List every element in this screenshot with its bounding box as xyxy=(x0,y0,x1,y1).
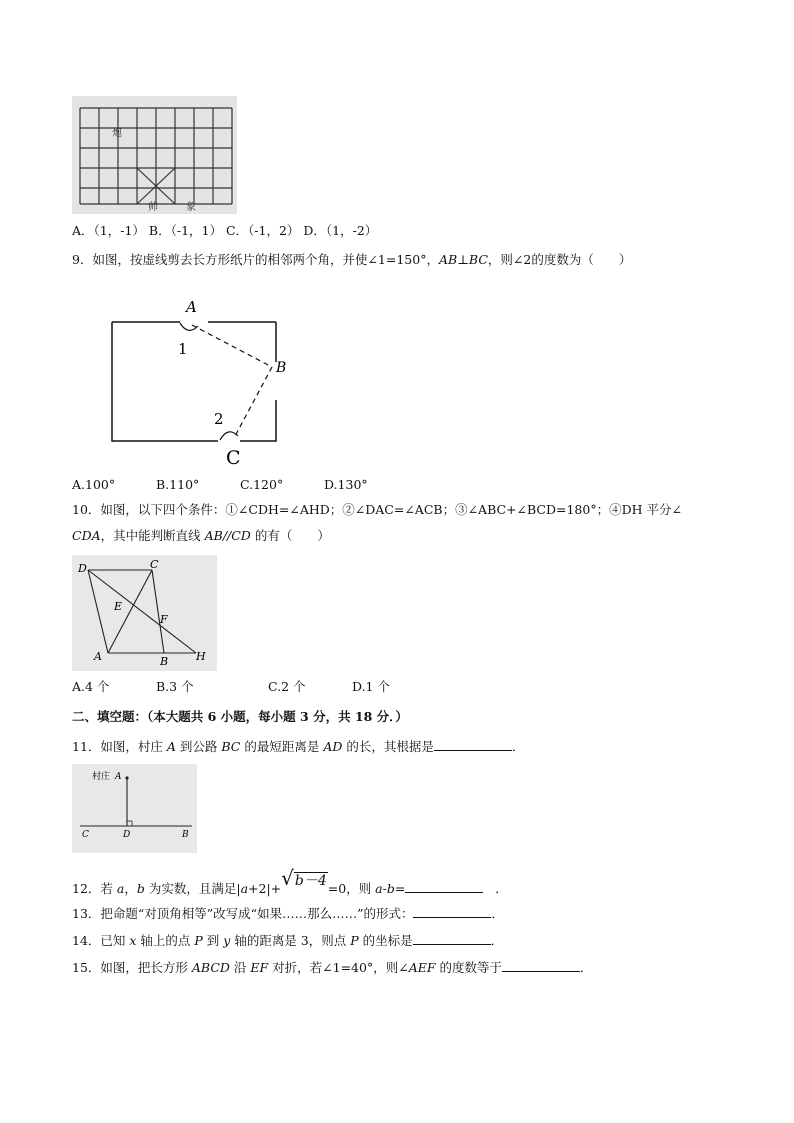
q11-point-a xyxy=(125,776,128,779)
grid-label-pao: 炮 xyxy=(112,128,122,139)
q11-figure-svg xyxy=(72,764,197,853)
q14-answer-blank[interactable] xyxy=(413,932,491,945)
q10-label-b: B xyxy=(160,655,169,668)
q11-label-c: C xyxy=(82,830,89,840)
q9-stem: 9．如图，按虚线剪去长方形纸片的相邻两个角，并使∠1=150°，AB⊥BC，则∠2的度数为（ ） xyxy=(72,252,632,267)
q9-option-a: A.100° xyxy=(72,477,116,492)
q10-label-h: H xyxy=(196,650,206,663)
q9-label-a: A xyxy=(186,298,197,316)
q11-stem: 11．如图，村庄 A 到公路 BC 的最短距离是 AD 的长，其根据是 ． xyxy=(72,739,525,754)
section2-title: 二、填空题： xyxy=(72,709,148,724)
q11-label-d: D xyxy=(123,830,131,840)
q10-option-a: A.4 个 xyxy=(72,679,110,694)
q13-answer-blank[interactable] xyxy=(413,905,491,918)
q9-rect-bottom-right xyxy=(240,400,276,441)
q10-label-c: C xyxy=(150,558,159,571)
q9-dashed-ab xyxy=(192,325,272,367)
grid-label-xiang: 象 xyxy=(186,202,196,213)
q10-label-e: E xyxy=(114,600,123,613)
q9-label-c: C xyxy=(226,447,241,467)
q11-label-a: A xyxy=(115,772,122,782)
q10-figure-svg xyxy=(72,555,217,671)
q14-stem: 14．已知 x 轴上的点 P 到 y 轴的距离是 3，则点 P 的坐标是 ． xyxy=(72,933,504,948)
q9-label-1: 1 xyxy=(178,340,188,358)
q11-label-b: B xyxy=(182,830,189,840)
q8-option-b: B．（-1，1） xyxy=(148,223,222,238)
q9-dashed-bc xyxy=(234,367,272,438)
q9-rect-solid-left xyxy=(112,322,218,441)
q8-option-c: C．（-1，2） xyxy=(225,223,300,238)
q9-option-b: B.110° xyxy=(156,477,200,492)
q10-option-d: D.1 个 xyxy=(352,679,390,694)
q9-angle2-arc xyxy=(220,432,238,440)
q9-option-d: D.130° xyxy=(324,477,368,492)
q10-stem-line1: 10．如图，以下四个条件：①∠CDH=∠AHD；②∠DAC=∠ACB；③∠ABC+∠BCD=180°；④DH 平分∠ xyxy=(72,502,682,517)
q10-figure xyxy=(72,555,217,671)
q10-option-c: C.2 个 xyxy=(268,679,306,694)
q8-option-d: D．（1，-2） xyxy=(303,223,378,238)
q15-stem: 15．如图，把长方形 ABCD 沿 EF 对折，若∠1=40°，则∠AEF 的度数等于 ． xyxy=(72,960,593,975)
q10-stem-line2: CDA，其中能判断直线 AB//CD 的有（ ） xyxy=(72,528,330,543)
section2-desc: （本大题共 6 小题，每小题 3 分，共 18 分．） xyxy=(147,709,408,724)
q11-answer-blank[interactable] xyxy=(434,738,512,751)
q8-options xyxy=(72,222,377,240)
q13-stem: 13．把命题“对顶角相等”改写成“如果……那么……”的形式： ． xyxy=(72,906,504,921)
q9-label-2: 2 xyxy=(214,410,224,428)
q9-option-c: C.120° xyxy=(240,477,284,492)
q12-answer-blank[interactable] xyxy=(405,880,483,893)
chess-grid-figure xyxy=(72,96,237,214)
q9-figure xyxy=(100,292,300,467)
q10-label-a: A xyxy=(94,650,102,663)
section2-heading xyxy=(72,708,408,726)
q10-option-b: B.3 个 xyxy=(156,679,194,694)
q12-stem: 12．若 a，b 为实数，且满足|a+2|+√b－4=0，则 a-b= ． xyxy=(72,866,508,896)
q10-label-d: D xyxy=(78,562,87,575)
grid-label-shuai: 帅 xyxy=(148,202,158,213)
q8-option-a: A．（1，-1） xyxy=(72,223,145,238)
q12-sqrt: √b－4 xyxy=(281,866,327,890)
q15-answer-blank[interactable] xyxy=(502,959,580,972)
q9-label-b: B xyxy=(276,360,287,376)
q11-figure xyxy=(72,764,197,853)
chess-grid-svg xyxy=(72,96,237,214)
q10-label-f: F xyxy=(160,613,168,626)
q11-label-village: 村庄 xyxy=(92,772,111,782)
